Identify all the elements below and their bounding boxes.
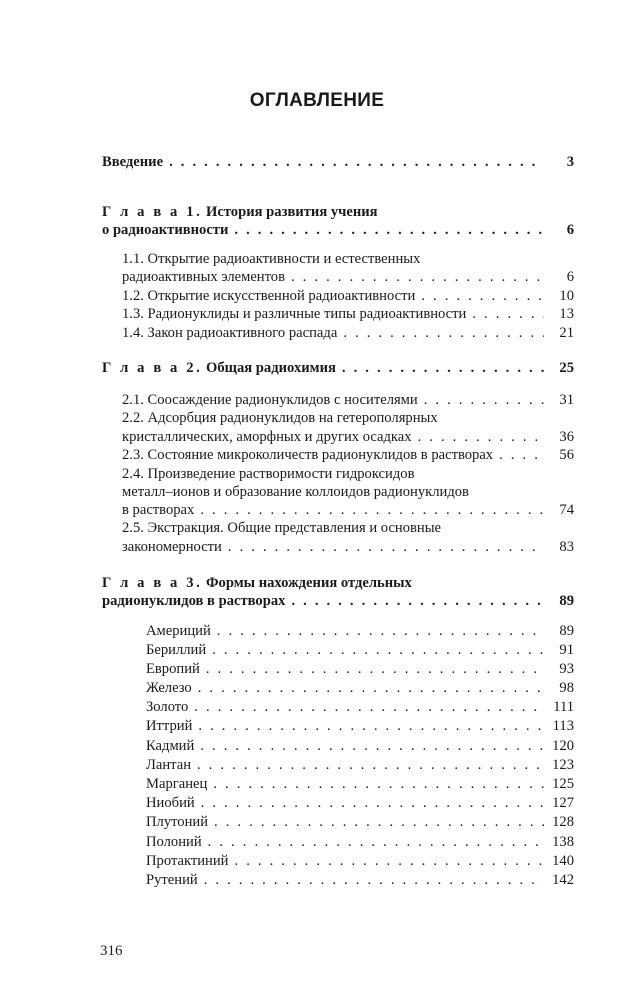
toc-entry-label: 2.3. Состояние микроколичеств радионуклидов в растворах (122, 447, 494, 463)
toc-entry-1-1-line-1: 1.1. Открытие радиоактивности и естественных (122, 251, 421, 267)
toc-entry-label: 1.3. Радионуклиды и различные типы радиоактивности (122, 306, 467, 322)
toc-entry-page: 10 (559, 288, 574, 304)
leader-dots (234, 221, 544, 239)
toc-entry-2-4[interactable] (122, 501, 574, 519)
toc-entry-2-4-line-1: 2.4. Произведение растворимости гидроксидов (122, 466, 415, 482)
toc-entry-1-2[interactable] (122, 287, 574, 305)
toc-entry-label: закономерности (122, 539, 222, 555)
leader-dots (198, 717, 544, 735)
element-name: Протактиний (146, 853, 229, 869)
toc-entry-label: в растворах (122, 502, 195, 518)
toc-entry-page: 123 (552, 757, 574, 773)
toc-entry-page: 113 (552, 718, 574, 734)
chapter-prefix: Г л а в а 3. (102, 575, 203, 591)
element-name: Ниобий (146, 795, 195, 811)
toc-entry-2-2[interactable] (122, 428, 574, 446)
leader-dots (197, 756, 544, 774)
toc-entry-2-4-line-2: металл–ионов и образование коллоидов радионуклидов (122, 484, 469, 500)
toc-entry-label: 1.4. Закон радиоактивного распада (122, 325, 338, 341)
toc-entry-page: 91 (559, 642, 574, 658)
leader-dots (206, 660, 544, 678)
leader-dots (214, 813, 544, 831)
leader-dots (169, 153, 544, 171)
leader-dots (291, 268, 544, 286)
chapter-title-line-2: о радиоактивности (102, 222, 229, 238)
leader-dots (194, 698, 544, 716)
toc-entry-page: 111 (553, 699, 574, 715)
chapter-1-heading[interactable] (102, 203, 378, 221)
toc-entry-page: 138 (552, 834, 574, 850)
element-name: Кадмий (146, 738, 195, 754)
toc-entry-label: 2.1. Соосаждение радионуклидов с носителями (122, 392, 418, 408)
toc-entry-element[interactable] (146, 717, 574, 735)
leader-dots (200, 737, 544, 755)
toc-entry-element[interactable] (146, 852, 574, 870)
toc-entry-1-4[interactable] (122, 324, 574, 342)
page-title: ОГЛАВЛЕНИЕ (249, 90, 385, 111)
chapter-title-line-1: Формы нахождения отдельных (206, 575, 412, 591)
leader-dots (208, 833, 544, 851)
leader-dots (424, 391, 544, 409)
leader-dots (342, 359, 544, 377)
leader-dots (213, 775, 544, 793)
toc-entry-element[interactable] (146, 833, 574, 851)
element-name: Марганец (146, 776, 208, 792)
toc-entry-page: 21 (559, 325, 574, 341)
element-name: Полоний (146, 834, 202, 850)
toc-entry-label: 1.2. Открытие искусственной радиоактивности (122, 288, 416, 304)
chapter-prefix: Г л а в а 1. (102, 204, 203, 220)
toc-entry-page: 83 (559, 539, 574, 555)
leader-dots (228, 538, 544, 556)
leader-dots (217, 622, 544, 640)
element-name: Лантан (146, 757, 192, 773)
chapter-prefix: Г л а в а 2. (102, 360, 203, 376)
toc-entry-element[interactable] (146, 871, 574, 889)
toc-entry-page: 25 (559, 360, 574, 376)
toc-entry-element[interactable] (146, 660, 574, 678)
leader-dots (421, 287, 544, 305)
toc-entry-page: 98 (559, 680, 574, 696)
toc-entry-2-3[interactable] (122, 446, 574, 464)
element-name: Бериллий (146, 642, 207, 658)
page-number: 316 (100, 943, 123, 959)
toc-entry-element[interactable] (146, 679, 574, 697)
toc-entry-page: 93 (559, 661, 574, 677)
toc-entry-chapter-1[interactable] (102, 221, 574, 239)
toc-entry-element[interactable] (146, 756, 574, 774)
chapter-title-text: Общая радиохимия (206, 360, 336, 376)
toc-entry-page: 89 (559, 623, 574, 639)
toc-entry-element[interactable] (146, 775, 574, 793)
toc-entry-2-2-line-1: 2.2. Адсорбция радионуклидов на гетерополярных (122, 410, 438, 426)
toc-entry-page: 127 (552, 795, 574, 811)
toc-entry-2-1[interactable] (122, 391, 574, 409)
leader-dots (472, 305, 544, 323)
toc-entry-chapter-3[interactable] (102, 592, 574, 610)
toc-entry-page: 6 (566, 222, 574, 238)
toc-entry-label: Введение (102, 154, 164, 170)
leader-dots (418, 428, 544, 446)
leader-dots (212, 641, 544, 659)
toc-entry-page: 125 (552, 776, 574, 792)
toc-entry-page: 128 (552, 814, 574, 830)
toc-entry-page: 13 (559, 306, 574, 322)
leader-dots (204, 871, 544, 889)
toc-entry-2-5[interactable] (122, 538, 574, 556)
leader-dots (235, 852, 545, 870)
leader-dots (201, 794, 544, 812)
element-name: Иттрий (146, 718, 193, 734)
toc-entry-page: 36 (559, 429, 574, 445)
toc-entry-page: 89 (559, 593, 574, 609)
chapter-3-heading[interactable] (102, 574, 412, 592)
toc-entry-element[interactable] (146, 622, 574, 640)
element-name: Рутений (146, 872, 198, 888)
leader-dots (200, 501, 544, 519)
leader-dots (499, 446, 544, 464)
leader-dots (291, 592, 544, 610)
toc-entry-page: 3 (566, 154, 574, 170)
leader-dots (198, 679, 544, 697)
leader-dots (343, 324, 544, 342)
toc-entry-intro[interactable] (102, 153, 574, 171)
toc-entry-label: радиоактивных элементов (122, 269, 285, 285)
toc-entry-element[interactable] (146, 813, 574, 831)
toc-entry-1-1[interactable] (122, 268, 574, 286)
element-name: Европий (146, 661, 200, 677)
toc-entry-chapter-2[interactable] (102, 359, 574, 377)
element-name: Золото (146, 699, 189, 715)
element-name: Железо (146, 680, 192, 696)
toc-entry-2-5-line-1: 2.5. Экстракция. Общие представления и основные (122, 520, 442, 536)
toc-entry-1-3[interactable] (122, 305, 574, 323)
toc-entry-page: 56 (559, 447, 574, 463)
toc-entry-element[interactable] (146, 737, 574, 755)
element-name: Америций (146, 623, 211, 639)
toc-entry-element[interactable] (146, 641, 574, 659)
toc-entry-page: 74 (559, 502, 574, 518)
toc-entry-page: 142 (552, 872, 574, 888)
chapter-title-line-2: радионуклидов в растворах (102, 593, 286, 609)
toc-entry-page: 120 (552, 738, 574, 754)
chapter-title-line-1: История развития учения (206, 204, 378, 220)
element-name: Плутоний (146, 814, 209, 830)
toc-entry-page: 6 (566, 269, 574, 285)
toc-entry-element[interactable] (146, 794, 574, 812)
toc-entry-page: 140 (552, 853, 574, 869)
toc-entry-element[interactable] (146, 698, 574, 716)
toc-entry-label: кристаллических, аморфных и других осадках (122, 429, 412, 445)
chapter-title (102, 359, 336, 377)
toc-entry-page: 31 (559, 392, 574, 408)
